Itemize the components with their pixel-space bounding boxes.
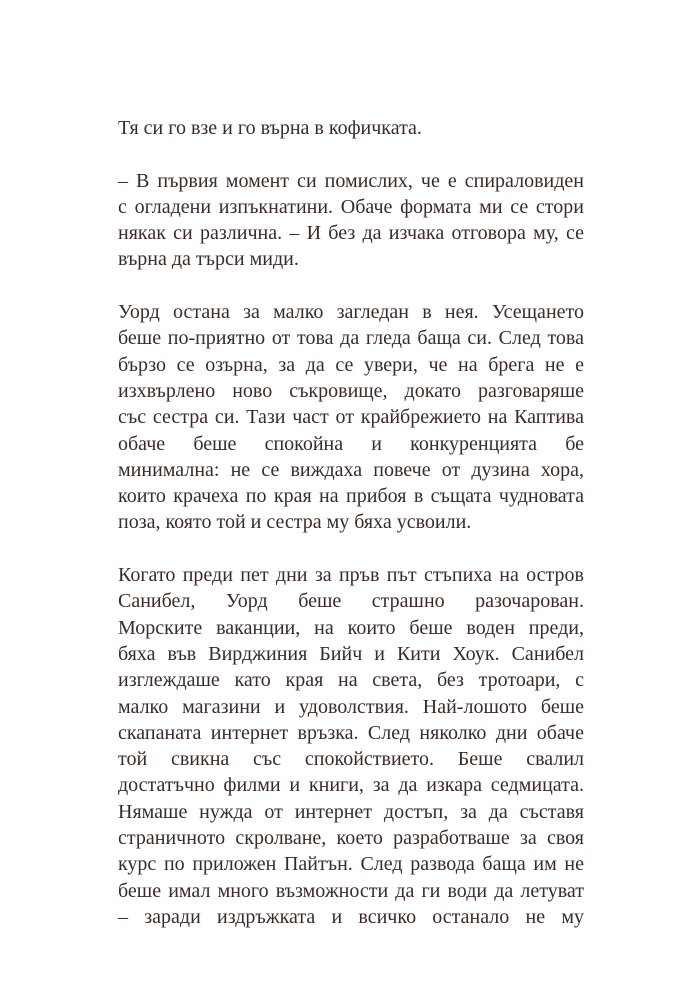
text-line: някак си различна. – И без да изчака отговора му, се bbox=[118, 222, 584, 245]
text-line: Уорд остана за малко загледан в нея. Усещането bbox=[118, 301, 584, 324]
text-line: – В първия момент си помислих, че е спираловиден bbox=[118, 169, 584, 192]
text-line: Когато преди пет дни за пръв път стъпиха на остров bbox=[118, 564, 584, 587]
text-line: изхвърлено ново съкровище, докато разговаряше bbox=[118, 379, 584, 402]
text-line: беше по-приятно от това да гледа баща си. След това bbox=[118, 327, 584, 350]
text-line: скапаната интернет връзка. След няколко дни обаче bbox=[118, 721, 584, 744]
text-line: които крачеха по края на прибоя в същата чудновата bbox=[118, 485, 584, 508]
text-line: Санибел, Уорд беше страшно разочарован. bbox=[118, 590, 584, 613]
text-line: Нямаше нужда от интернет достъп, за да съставя bbox=[118, 800, 584, 823]
paragraph bbox=[118, 168, 584, 273]
text-line: малко магазини и удоволствия. Най-лошото беше bbox=[118, 695, 584, 718]
text-line: минимална: не се виждаха повече от дузина хора, bbox=[118, 458, 584, 481]
text-line: страничното скролване, което разработваше за своя bbox=[118, 827, 584, 850]
text-line: – заради издръжката и всичко останало не му bbox=[118, 905, 584, 928]
text-line: той свикна със спокойствието. Беше свалил bbox=[118, 748, 584, 771]
text-line: Морските ваканции, на които беше воден преди, bbox=[118, 616, 584, 639]
text-line: изглеждаше като края на света, без тротоари, с bbox=[118, 669, 584, 692]
text-line: върна да търси миди. bbox=[118, 248, 299, 271]
text-line: беше имал много възможности да ги води да летуват bbox=[118, 879, 584, 902]
text-line: с огладени изпъкнатини. Обаче формата ми се стори bbox=[118, 195, 584, 218]
paragraph bbox=[118, 299, 584, 536]
paragraph bbox=[118, 115, 584, 141]
text-line: поза, която той и сестра му бяха усвоили. bbox=[118, 511, 472, 534]
body-text bbox=[118, 115, 584, 957]
text-line: бързо се озърна, за да се увери, че на брега не е bbox=[118, 353, 584, 376]
text-line: Тя си го взе и го върна в кофичката. bbox=[118, 117, 422, 139]
text-line: курс по приложен Пайтън. След развода баща им не bbox=[118, 853, 584, 876]
text-line: обаче беше спокойна и конкуренцията бе bbox=[118, 432, 584, 455]
text-line: бяха във Вирджиния Бийч и Кити Хоук. Санибел bbox=[118, 642, 584, 665]
paragraph bbox=[118, 562, 584, 930]
text-line: със сестра си. Тази част от крайбрежието на Каптива bbox=[118, 406, 584, 429]
text-line: достатъчно филми и книги, за да изкара седмицата. bbox=[118, 774, 584, 797]
